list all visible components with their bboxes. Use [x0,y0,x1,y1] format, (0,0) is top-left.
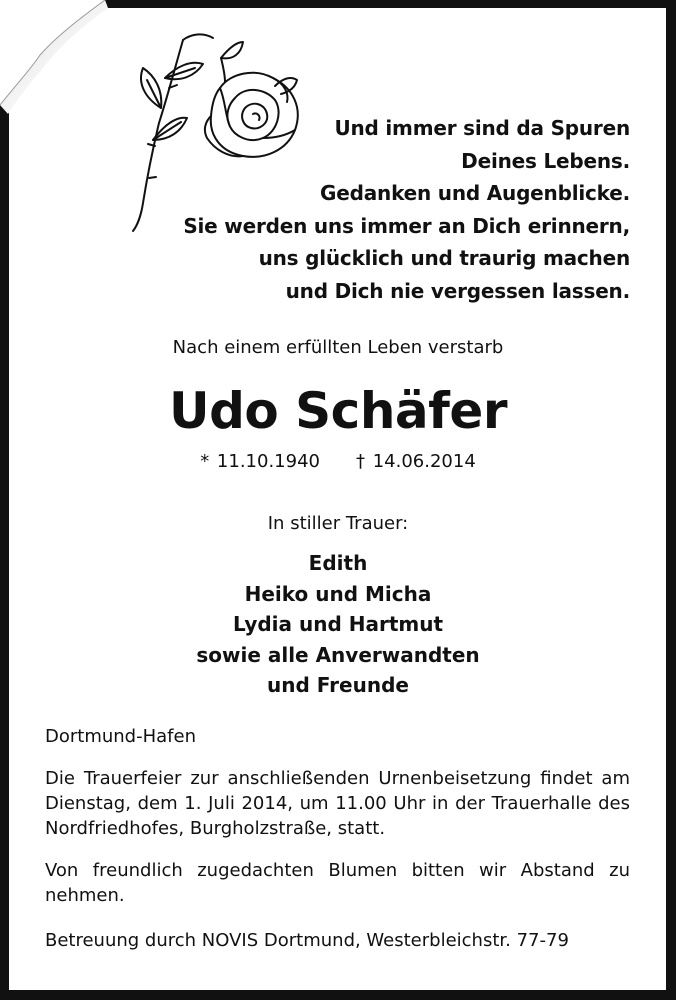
mourner: sowie alle Anverwandten [196,642,480,667]
flowers-note: Von freundlich zugedachten Blumen bitten wir Abstand zu nehmen. [45,860,630,906]
mourner: und Freunde [267,673,409,697]
intro-text: Nach einem erfüllten Leben verstarb [172,337,504,358]
ceremony-info: Die Trauerfeier zur anschließenden Urnenbeisetzung findet am Dienstag, dem 1. Juli 2014, um 11.00 Uhr in der Trauerhalle des Nordfriedhofes, Burgholzstraße, statt. [45,768,630,839]
mourner: Edith [308,551,368,575]
life-dates [0,451,676,472]
poem [183,112,630,307]
page-curl-icon [0,0,120,120]
mourner: Lydia und Hartmut [232,612,444,636]
undertaker-info: Betreuung durch NOVIS Dortmund, Westerbleichstr. 77-79 [45,930,569,951]
poem-line: Und immer sind da Spuren [334,116,630,140]
poem-line: und Dich nie vergessen lassen. [285,278,630,303]
poem-line: Sie werden uns immer an Dich erinnern, [183,213,630,238]
place: Dortmund-Hafen [45,726,196,747]
mourner: Heiko und Micha [244,581,432,606]
mourners-list [0,548,676,701]
poem-line: uns glücklich und traurig machen [258,246,630,270]
death-date: † 14.06.2014 [356,451,476,472]
birth-date: * 11.10.1940 [200,451,320,472]
poem-line: Deines Lebens. [461,148,630,173]
poem-line: Gedanken und Augenblicke. [320,181,630,205]
deceased-name: Udo Schäfer [169,382,507,440]
mourning-label: In stiller Trauer: [267,513,409,534]
